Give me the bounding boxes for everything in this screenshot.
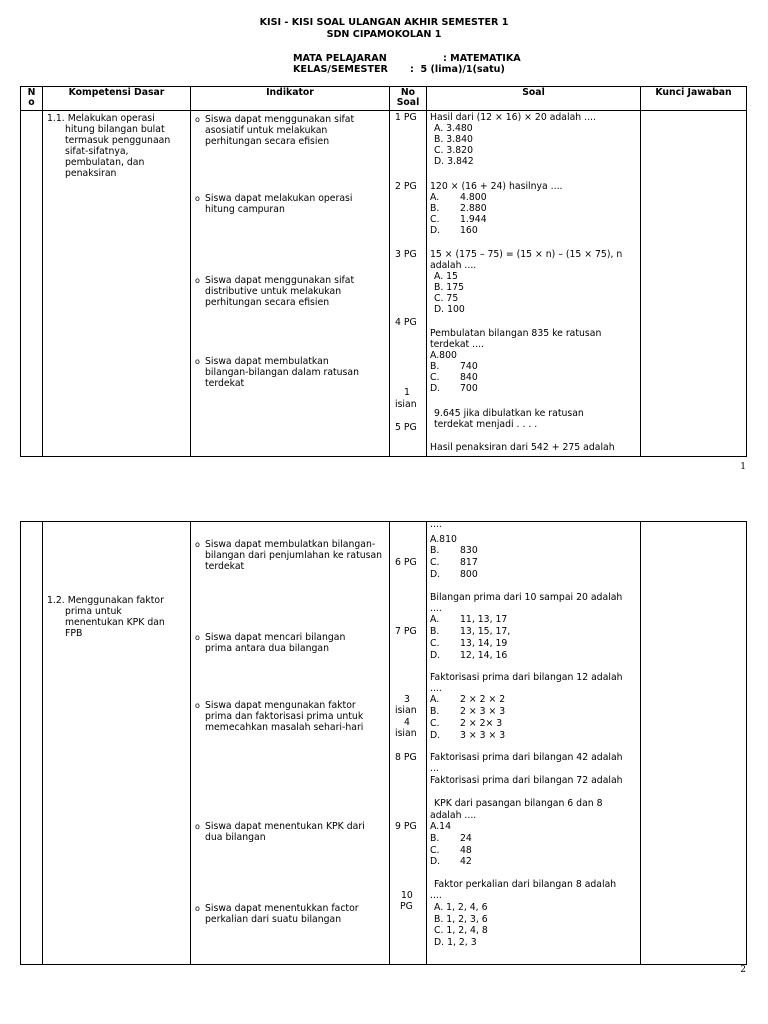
no-soal-label: 3: [404, 694, 410, 705]
option-letter: C.: [430, 845, 440, 856]
option-value: 2 × 2× 3: [460, 718, 503, 729]
subject-value: : MATEMATIKA: [443, 53, 521, 64]
kompetensi-text: 1.2. Menggunakan faktor prima untuk menentukan KPK dan FPB: [47, 595, 165, 639]
table-header-row: [21, 87, 747, 111]
no-soal-label: PG: [400, 901, 413, 912]
indikator-item: o Siswa dapat membulatkan bilangan-bilangan dalam ratusan terdekat: [195, 356, 373, 389]
option-letter: A.: [430, 694, 440, 705]
option: C. 75: [434, 293, 459, 304]
question-text: Hasil dari (12 × 16) × 20 adalah ....: [430, 112, 596, 123]
no-soal-label: 9 PG: [395, 821, 417, 832]
option-letter: C.: [430, 214, 440, 225]
no-soal-label: 4: [404, 717, 410, 728]
school-name: SDN CIPAMOKOLAN 1: [326, 29, 442, 40]
kompetensi-text: 1.1. Melakukan operasi hitung bilangan bulat termasuk penggunaan sifat-sifatnya, pembulatan, dan penaksiran: [47, 113, 171, 179]
question-text: adalah ....: [430, 810, 477, 821]
question-text: Faktorisasi prima dari bilangan 72 adalah: [430, 775, 623, 786]
no-soal-label: 3 PG: [395, 249, 417, 260]
question-text: ...: [430, 763, 439, 774]
option-value: 48: [460, 845, 472, 856]
option: C. 3.820: [434, 145, 474, 156]
option-value: 42: [460, 856, 472, 867]
table-row: [21, 522, 747, 965]
cell-kunci: [641, 522, 747, 965]
option-letter: A.: [430, 614, 440, 625]
col-header-indikator: Indikator: [191, 87, 390, 111]
cell-kompetensi: [43, 111, 191, 457]
option-value: 24: [460, 833, 472, 844]
option: A.810: [430, 534, 457, 545]
option-value: 2.880: [460, 203, 487, 214]
option: C. 1, 2, 4, 8: [434, 925, 488, 936]
option-letter: D.: [430, 650, 441, 661]
cell-indikator: [191, 522, 390, 965]
question-text: Faktorisasi prima dari bilangan 42 adalah: [430, 752, 623, 763]
indikator-item: o Siswa dapat menentukkan factor perkalian dari suatu bilangan: [195, 903, 365, 925]
cell-no: [21, 522, 43, 965]
indikator-item: o Siswa dapat mencari bilangan prima antara dua bilangan: [195, 632, 365, 654]
no-soal-label: 1 PG: [395, 112, 417, 123]
question-text: 9.645 jika dibulatkan ke ratusan: [434, 408, 584, 419]
option-value: 11, 13, 17: [460, 614, 508, 625]
kisi-table-page-2: [20, 521, 747, 965]
question-text: Bilangan prima dari 10 sampai 20 adalah: [430, 592, 623, 603]
question-text: 15 × (175 – 75) = (15 × n) – (15 × 75), n: [430, 249, 623, 260]
option: D. 1, 2, 3: [434, 937, 477, 948]
class-label: KELAS/SEMESTER: [293, 64, 388, 75]
indikator-item: o Siswa dapat menggunakan sifat distributive untuk melakukan perhitungan secara efisien: [195, 275, 373, 308]
option: A. 1, 2, 4, 6: [434, 902, 488, 913]
option-letter: C.: [430, 557, 440, 568]
question-text: Hasil penaksiran dari 542 + 275 adalah: [430, 442, 615, 453]
cell-no-soal: [390, 522, 427, 965]
no-soal-label: 5 PG: [395, 422, 417, 433]
cell-no: [21, 111, 43, 457]
option: B. 1, 2, 3, 6: [434, 914, 488, 925]
option-letter: D.: [430, 569, 441, 580]
option-value: 800: [460, 569, 478, 580]
option-value: 740: [460, 361, 478, 372]
cell-no-soal: [390, 111, 427, 457]
option: A.800: [430, 350, 457, 361]
col-header-soal: Soal: [427, 87, 641, 111]
option-letter: B.: [430, 706, 440, 717]
option-letter: B.: [430, 626, 440, 637]
indikator-item: o Siswa dapat melakukan operasi hitung campuran: [195, 193, 365, 215]
kisi-table-page-1: [20, 86, 747, 457]
question-text: Pembulatan bilangan 835 ke ratusan: [430, 328, 602, 339]
table-row: [21, 111, 747, 457]
option-letter: C.: [430, 718, 440, 729]
no-soal-label: isian: [395, 399, 417, 410]
option-value: 2 × 3 × 3: [460, 706, 506, 717]
option-letter: C.: [430, 372, 440, 383]
option: A. 3.480: [434, 123, 473, 134]
col-header-kunci: Kunci Jawaban: [641, 87, 747, 111]
option: A. 15: [434, 271, 458, 282]
option-letter: D.: [430, 383, 441, 394]
indikator-item: o Siswa dapat menentukan KPK dari dua bilangan: [195, 821, 377, 843]
option-letter: D.: [430, 856, 441, 867]
cell-soal: [427, 111, 641, 457]
option-letter: B.: [430, 545, 440, 556]
option: A.14: [430, 821, 451, 832]
option-value: 13, 15, 17,: [460, 626, 511, 637]
question-text: ....: [430, 683, 442, 694]
option-value: 830: [460, 545, 478, 556]
page-number: 2: [740, 965, 746, 975]
class-value: : 5 (lima)/1(satu): [410, 64, 505, 75]
no-soal-label: 7 PG: [395, 626, 417, 637]
indikator-item: o Siswa dapat menggunakan sifat asosiatif untuk melakukan perhitungan secara efisien: [195, 114, 373, 147]
question-text: terdekat menjadi . . . .: [434, 419, 538, 430]
question-text: ....: [430, 519, 442, 530]
no-soal-label: 4 PG: [395, 317, 417, 328]
cell-kompetensi: [43, 522, 191, 965]
no-soal-label: isian: [395, 705, 417, 716]
no-soal-label: 1: [404, 387, 410, 398]
option-value: 12, 14, 16: [460, 650, 508, 661]
option-value: 1.944: [460, 214, 487, 225]
no-soal-label: 6 PG: [395, 557, 417, 568]
col-header-kompetensi: Kompetensi Dasar: [43, 87, 191, 111]
option-value: 160: [460, 225, 478, 236]
no-soal-label: isian: [395, 728, 417, 739]
option-letter: B.: [430, 833, 440, 844]
question-text: Faktorisasi prima dari bilangan 12 adalah: [430, 672, 623, 683]
option: D. 3.842: [434, 156, 474, 167]
option-letter: B.: [430, 203, 440, 214]
indikator-item: o Siswa dapat membulatkan bilangan-bilangan dari penjumlahan ke ratusan terdekat: [195, 539, 385, 572]
option-letter: D.: [430, 225, 441, 236]
option-value: 817: [460, 557, 478, 568]
no-soal-label: 10: [401, 890, 413, 901]
cell-soal: [427, 519, 641, 965]
option-value: 3 × 3 × 3: [460, 730, 506, 741]
document-title: KISI - KISI SOAL ULANGAN AKHIR SEMESTER 1: [259, 17, 509, 28]
option-letter: C.: [430, 638, 440, 649]
col-header-no: N o: [21, 87, 43, 111]
question-text: ....: [430, 890, 442, 901]
option-value: 700: [460, 383, 478, 394]
subject-label: MATA PELAJARAN: [293, 53, 387, 64]
no-soal-label: 2 PG: [395, 181, 417, 192]
option-value: 4.800: [460, 192, 487, 203]
option: B. 175: [434, 282, 465, 293]
option-value: 2 × 2 × 2: [460, 694, 506, 705]
col-header-no-soal: No Soal: [390, 87, 427, 111]
option-letter: D.: [430, 730, 441, 741]
cell-indikator: [191, 111, 390, 457]
option: D. 100: [434, 304, 465, 315]
question-text: KPK dari pasangan bilangan 6 dan 8: [434, 798, 603, 809]
question-text: terdekat ....: [430, 339, 484, 350]
page-number: 1: [740, 462, 746, 472]
option: B. 3.840: [434, 134, 473, 145]
option-value: 13, 14, 19: [460, 638, 508, 649]
option-letter: B.: [430, 361, 440, 372]
indikator-item: o Siswa dapat mengunakan faktor prima dan faktorisasi prima untuk memecahkan masalah sehari-hari: [195, 700, 377, 733]
cell-kunci: [641, 111, 747, 457]
question-text: 120 × (16 + 24) hasilnya ....: [430, 181, 563, 192]
option-letter: A.: [430, 192, 440, 203]
option-value: 840: [460, 372, 478, 383]
question-text: Faktor perkalian dari bilangan 8 adalah: [434, 879, 617, 890]
question-text: adalah ....: [430, 260, 477, 271]
question-text: ....: [430, 603, 442, 614]
no-soal-label: 8 PG: [395, 752, 417, 763]
